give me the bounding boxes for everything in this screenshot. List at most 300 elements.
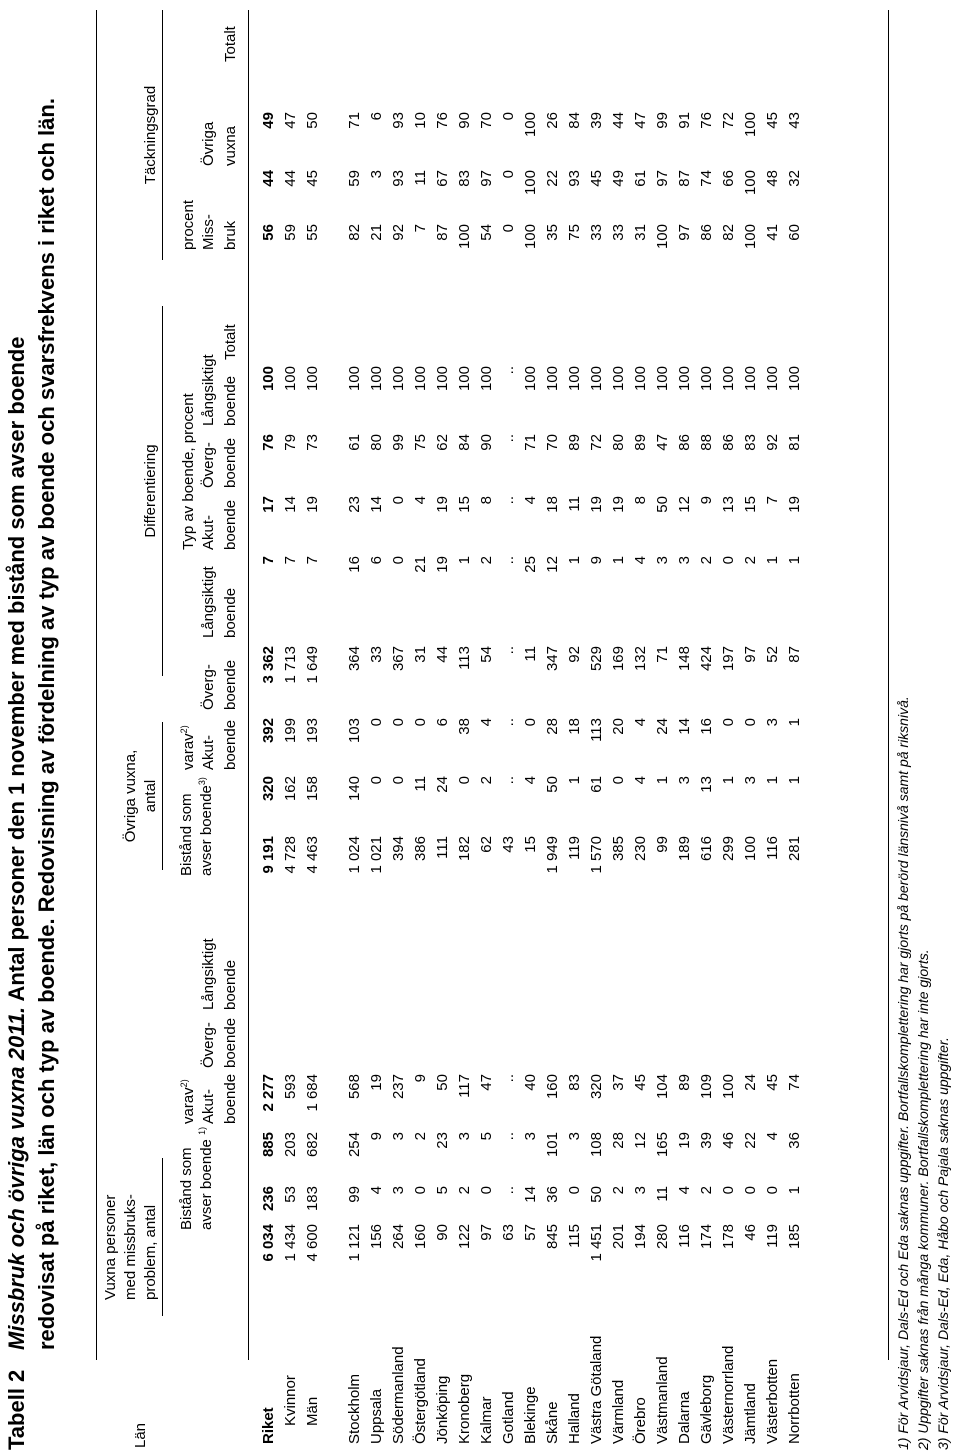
cell-akut-ovr: 1 [654, 776, 671, 785]
cell-tack-tot: 47 [632, 112, 649, 129]
cell-lang-pct: 90 [478, 434, 495, 451]
cell-akut-miss: 3 [390, 1186, 407, 1195]
cell-tack-tot: 76 [434, 112, 451, 129]
cell-overg-miss: 203 [282, 1132, 299, 1158]
cell-akut-miss: .. [500, 1186, 517, 1195]
cell-overg-ovr: 0 [742, 718, 759, 727]
cell-akut-ovr: 4 [632, 776, 649, 785]
totalt1-header: Totalt [222, 324, 239, 360]
cell-totalt-pct: 100 [260, 366, 277, 392]
group2-header-l1: Övriga vuxna, [122, 749, 139, 843]
cell-lang-ovr: 54 [478, 646, 495, 663]
cell-tack-miss: 7 [412, 224, 429, 233]
cell-tack-ovr: 22 [544, 170, 561, 187]
cell-overg-miss: 46 [720, 1132, 737, 1149]
overg2-header-l2: boende [222, 659, 239, 710]
cell-overg-ovr: 28 [544, 718, 561, 735]
cell-bistand-miss: 160 [412, 1224, 429, 1250]
bistand2-header-l1: Bistånd som [178, 793, 195, 876]
row-label: Norrbotten [786, 1373, 803, 1444]
cell-akut-ovr: 1 [720, 776, 737, 785]
cell-bistand-ovr: 281 [786, 836, 803, 862]
bistand1-header-l2: avser boende $^{1)}$ [197, 1126, 215, 1230]
cell-tack-miss: 54 [478, 224, 495, 241]
cell-tack-miss: 82 [346, 224, 363, 241]
cell-lang-pct: 72 [588, 434, 605, 451]
cell-bistand-miss: 4 600 [304, 1224, 321, 1262]
lang2-header-l2: boende [222, 587, 239, 638]
cell-overg-miss: 12 [632, 1132, 649, 1149]
cell-akut-pct: 0 [390, 556, 407, 565]
cell-tack-ovr: 3 [368, 170, 385, 179]
cell-lang-ovr: 347 [544, 646, 561, 672]
cell-tack-tot: 90 [456, 112, 473, 129]
cell-akut-ovr: 1 [566, 776, 583, 785]
cell-lang-miss: 160 [544, 1074, 561, 1100]
row-label: Kvinnor [282, 1375, 299, 1426]
cell-tack-miss: 0 [500, 224, 517, 233]
table-row [764, 0, 786, 1456]
cell-akut-ovr: 1 [786, 776, 803, 785]
cell-lang-pct: 83 [742, 434, 759, 451]
cell-totalt-pct: 100 [522, 366, 539, 392]
cell-bistand-miss: 264 [390, 1224, 407, 1250]
cell-tack-tot: 70 [478, 112, 495, 129]
cell-tack-ovr: 87 [676, 170, 693, 187]
cell-akut-pct: 1 [566, 556, 583, 565]
cell-tack-tot: 39 [588, 112, 605, 129]
table-row [786, 0, 808, 1456]
cell-akut-miss: 1 [786, 1186, 803, 1195]
cell-akut-ovr: 61 [588, 776, 605, 793]
cell-lang-miss: 320 [588, 1074, 605, 1100]
row-label: Blekinge [522, 1386, 539, 1444]
group4-underline [162, 10, 163, 260]
cell-akut-pct: 19 [434, 556, 451, 573]
row-label: Gävleborg [698, 1374, 715, 1444]
title-rest: Antal personer den 1 november med bistånd som avser boende [4, 336, 29, 1007]
cell-akut-ovr: .. [500, 776, 517, 785]
cell-akut-ovr: 320 [260, 776, 277, 802]
cell-akut-pct: 7 [304, 556, 321, 565]
cell-totalt-pct: 100 [742, 366, 759, 392]
row-label: Riket [260, 1407, 277, 1444]
table-row [456, 0, 478, 1456]
varav2-header: varav$^{2)}$ [179, 725, 197, 770]
cell-overg-miss: 4 [764, 1132, 781, 1141]
cell-bistand-miss: 845 [544, 1224, 561, 1250]
cell-akut-pct: 1 [786, 556, 803, 565]
cell-bistand-miss: 156 [368, 1224, 385, 1250]
cell-akut-miss: 0 [742, 1186, 759, 1195]
cell-lang-pct: 76 [260, 434, 277, 451]
cell-tack-tot: 43 [786, 112, 803, 129]
cell-lang-pct: 79 [282, 434, 299, 451]
cell-bistand-miss: 1 451 [588, 1224, 605, 1262]
cell-lang-miss: 593 [282, 1074, 299, 1100]
procent-header: procent [180, 199, 197, 250]
cell-akut-miss: 2 [698, 1186, 715, 1195]
cell-lang-pct: 61 [346, 434, 363, 451]
cell-akut-pct: 0 [720, 556, 737, 565]
lang3-header-l2: boende [222, 375, 239, 426]
cell-tack-ovr: 100 [742, 170, 759, 196]
cell-lang-ovr: 364 [346, 646, 363, 672]
cell-totalt-pct: 100 [282, 366, 299, 392]
cell-totalt-pct: 100 [786, 366, 803, 392]
cell-bistand-ovr: 4 463 [304, 836, 321, 874]
cell-overg-pct: .. [500, 496, 517, 505]
cell-overg-miss: 3 [390, 1132, 407, 1141]
cell-bistand-miss: 185 [786, 1224, 803, 1250]
cell-bistand-ovr: 385 [610, 836, 627, 862]
cell-lang-ovr: 113 [456, 646, 473, 670]
cell-lang-pct: 62 [434, 434, 451, 451]
cell-akut-pct: 9 [588, 556, 605, 565]
cell-bistand-miss: 1 434 [282, 1224, 299, 1262]
cell-overg-ovr: 113 [588, 718, 605, 742]
cell-lang-miss: .. [500, 1074, 517, 1083]
cell-bistand-ovr: 119 [566, 836, 583, 860]
cell-akut-miss: 2 [456, 1186, 473, 1195]
cell-tack-ovr: 0 [500, 170, 517, 179]
cell-tack-miss: 92 [390, 224, 407, 241]
cell-overg-pct: 8 [478, 496, 495, 505]
cell-akut-miss: 14 [522, 1186, 539, 1203]
table-row [304, 0, 326, 1456]
cell-overg-pct: 4 [522, 496, 539, 505]
table-row [368, 0, 390, 1456]
lang1-header-l2: boende [222, 959, 239, 1010]
table-row [742, 0, 764, 1456]
cell-overg-pct: 19 [610, 496, 627, 513]
cell-tack-miss: 33 [610, 224, 627, 241]
cell-overg-miss: 39 [698, 1132, 715, 1149]
cell-lang-miss: 9 [412, 1074, 429, 1083]
cell-totalt-pct: 100 [654, 366, 671, 392]
cell-bistand-ovr: 116 [764, 836, 781, 860]
cell-totalt-pct: 100 [456, 366, 473, 392]
cell-bistand-ovr: 1 024 [346, 836, 363, 874]
cell-lang-pct: 81 [786, 434, 803, 451]
cell-akut-miss: 3 [632, 1186, 649, 1195]
cell-overg-pct: 19 [588, 496, 605, 513]
cell-lang-pct: 86 [720, 434, 737, 451]
lang3-header: Långsiktigt [200, 354, 217, 426]
table-bottom-rule [888, 10, 889, 1360]
cell-bistand-miss: 97 [478, 1224, 495, 1241]
cell-bistand-ovr: 100 [742, 836, 759, 862]
cell-overg-miss: 101 [544, 1132, 561, 1158]
cell-bistand-miss: 116 [676, 1224, 693, 1248]
cell-akut-pct: 3 [654, 556, 671, 565]
ovr-header-l2: vuxna [222, 125, 239, 166]
table-row [544, 0, 566, 1456]
cell-lang-pct: 89 [632, 434, 649, 451]
cell-lang-pct: .. [500, 434, 517, 443]
cell-totalt-pct: 100 [676, 366, 693, 392]
cell-lang-pct: 47 [654, 434, 671, 451]
cell-lang-pct: 86 [676, 434, 693, 451]
cell-akut-pct: 2 [478, 556, 495, 565]
cell-tack-tot: 10 [412, 112, 429, 129]
cell-overg-pct: 15 [456, 496, 473, 513]
cell-lang-miss: 45 [632, 1074, 649, 1091]
cell-overg-ovr: 193 [304, 718, 321, 744]
cell-lang-ovr: 367 [390, 646, 407, 672]
cell-tack-ovr: 93 [566, 170, 583, 187]
cell-totalt-pct: 100 [610, 366, 627, 392]
cell-akut-miss: 183 [304, 1186, 321, 1212]
cell-tack-tot: 99 [654, 112, 671, 129]
cell-lang-ovr: 424 [698, 646, 715, 672]
table-row [478, 0, 500, 1456]
cell-totalt-pct: 100 [434, 366, 451, 392]
lang2-header: Långsiktigt [200, 566, 217, 638]
row-label: Västernorrland [720, 1345, 737, 1444]
cell-tack-tot: 93 [390, 112, 407, 129]
cell-tack-miss: 55 [304, 224, 321, 241]
cell-bistand-miss: 90 [434, 1224, 451, 1241]
cell-akut-miss: 5 [434, 1186, 451, 1195]
cell-akut-pct: 7 [260, 556, 277, 565]
cell-overg-pct: 19 [304, 496, 321, 513]
cell-bistand-miss: 194 [632, 1224, 649, 1250]
top-rule [96, 10, 97, 1360]
varav1-header: varav$^{2)}$ [179, 1079, 197, 1124]
cell-akut-ovr: 158 [304, 776, 321, 802]
cell-tack-miss: 21 [368, 224, 385, 241]
cell-lang-miss: 37 [610, 1074, 627, 1091]
cell-bistand-miss: 178 [720, 1224, 737, 1250]
cell-overg-pct: 19 [434, 496, 451, 513]
cell-lang-ovr: 132 [632, 646, 649, 672]
table-title-line2: redovisat på riket, län och typ av boende. Redovisning av fördelning av typ av boende och svarsfrekvens i riket och län. [34, 98, 59, 1350]
cell-lang-pct: 80 [368, 434, 385, 451]
cell-totalt-pct: 100 [566, 366, 583, 392]
cell-akut-ovr: 140 [346, 776, 363, 802]
cell-overg-ovr: 0 [390, 718, 407, 727]
cell-overg-pct: 9 [698, 496, 715, 505]
row-label: Uppsala [368, 1388, 385, 1444]
table-row [698, 0, 720, 1456]
cell-overg-pct: 14 [282, 496, 299, 513]
cell-tack-tot: 0 [500, 112, 517, 121]
bistand2-header-l2: avser boende$^{3)}$ [197, 777, 215, 876]
group3-header: Differentiering [142, 444, 159, 538]
cell-overg-miss: 23 [434, 1132, 451, 1149]
cell-tack-miss: 31 [632, 224, 649, 241]
cell-tack-miss: 75 [566, 224, 583, 241]
cell-tack-ovr: 93 [390, 170, 407, 187]
cell-lang-ovr: 1 649 [304, 646, 321, 684]
miss-header-l1: Miss- [200, 214, 217, 250]
cell-totalt-pct: 100 [720, 366, 737, 392]
cell-tack-miss: 33 [588, 224, 605, 241]
header-bottom-rule [248, 10, 249, 1360]
cell-lang-pct: 71 [522, 434, 539, 451]
cell-overg-miss: 3 [456, 1132, 473, 1141]
cell-lang-pct: 89 [566, 434, 583, 451]
cell-tack-ovr: 11 [412, 170, 429, 186]
cell-overg-pct: 4 [412, 496, 429, 505]
cell-tack-ovr: 44 [260, 170, 277, 187]
cell-overg-ovr: 38 [456, 718, 473, 735]
cell-tack-miss: 59 [282, 224, 299, 241]
cell-akut-ovr: 1 [764, 776, 781, 785]
cell-overg-ovr: 16 [698, 718, 715, 735]
cell-tack-ovr: 49 [610, 170, 627, 187]
cell-totalt-pct: 100 [588, 366, 605, 392]
group1-header-l2: med missbruks- [122, 1194, 139, 1300]
cell-bistand-miss: 119 [764, 1224, 781, 1248]
footnote-2: 2) Uppgifter saknas från många kommuner. Bortfallskomplettering har inte gjorts. [915, 949, 931, 1450]
cell-lang-ovr: 97 [742, 646, 759, 663]
cell-lang-pct: 92 [764, 434, 781, 451]
cell-bistand-ovr: 62 [478, 836, 495, 853]
cell-tack-tot: 71 [346, 112, 363, 129]
typ-header: Typ av boende, procent [180, 393, 197, 550]
group1-header-l3: problem, antal [142, 1204, 159, 1300]
cell-overg-pct: 17 [260, 496, 277, 513]
akut1-header: Akut- [200, 1088, 217, 1124]
cell-tack-ovr: 97 [654, 170, 671, 187]
cell-tack-tot: 50 [304, 112, 321, 129]
cell-lang-pct: 84 [456, 434, 473, 451]
cell-lang-ovr: 71 [654, 646, 671, 663]
cell-overg-miss: 36 [786, 1132, 803, 1149]
overg2-header: Överg- [200, 664, 217, 710]
cell-tack-tot: 45 [764, 112, 781, 129]
cell-lang-miss: 83 [566, 1074, 583, 1091]
row-label: Dalarna [676, 1391, 693, 1444]
cell-akut-miss: 4 [368, 1186, 385, 1195]
cell-lang-ovr: 3 362 [260, 646, 277, 684]
cell-totalt-pct: 100 [544, 366, 561, 392]
cell-lang-ovr: 11 [522, 646, 539, 662]
cell-akut-pct: 2 [698, 556, 715, 565]
cell-totalt-pct: 100 [304, 366, 321, 392]
row-label: Skåne [544, 1401, 561, 1444]
cell-lang-ovr: .. [500, 646, 517, 655]
cell-akut-ovr: 24 [434, 776, 451, 793]
cell-akut-ovr: 13 [698, 776, 715, 793]
ovr-header-l1: Övriga [200, 121, 217, 166]
cell-overg-ovr: 199 [282, 718, 299, 744]
table-row [720, 0, 742, 1456]
title-italic: Missbruk och övriga vuxna 2011. [4, 1006, 29, 1350]
cell-overg-ovr: 0 [720, 718, 737, 727]
cell-tack-miss: 60 [786, 224, 803, 241]
cell-tack-tot: 100 [742, 112, 759, 138]
cell-tack-tot: 26 [544, 112, 561, 129]
row-label: Gotland [500, 1391, 517, 1444]
cell-lang-ovr: 44 [434, 646, 451, 663]
row-label: Västerbotten [764, 1358, 781, 1444]
cell-akut-ovr: 0 [456, 776, 473, 785]
cell-overg-miss: 108 [588, 1132, 605, 1158]
table-row [654, 0, 676, 1456]
cell-bistand-miss: 174 [698, 1224, 715, 1250]
cell-lang-miss: 89 [676, 1074, 693, 1091]
cell-akut-pct: 25 [522, 556, 539, 573]
cell-akut-pct: 1 [764, 556, 781, 565]
cell-bistand-miss: 115 [566, 1224, 583, 1248]
cell-tack-tot: 49 [260, 112, 277, 129]
cell-tack-tot: 72 [720, 112, 737, 129]
cell-bistand-ovr: 99 [654, 836, 671, 853]
cell-akut-miss: 0 [412, 1186, 429, 1195]
cell-lang-pct: 99 [390, 434, 407, 451]
cell-akut-ovr: 3 [742, 776, 759, 785]
cell-tack-ovr: 100 [522, 170, 539, 196]
cell-lang-miss: 237 [390, 1074, 407, 1100]
cell-tack-miss: 100 [654, 224, 671, 250]
cell-akut-miss: 99 [346, 1186, 363, 1203]
table-row [412, 0, 434, 1456]
cell-akut-pct: 7 [282, 556, 299, 565]
akut1-header-l2: boende [222, 1073, 239, 1124]
cell-overg-miss: 2 [412, 1132, 429, 1141]
cell-bistand-ovr: 616 [698, 836, 715, 862]
cell-overg-ovr: 392 [260, 718, 277, 744]
footnote-3: 3) För Arvidsjaur, Dals-Ed, Eda, Håbo och Pajala saknas uppgifter. [935, 1037, 951, 1450]
cell-tack-ovr: 61 [632, 170, 649, 187]
cell-lang-pct: 70 [544, 434, 561, 451]
group1-underline [162, 1158, 163, 1316]
group1-header-l1: Vuxna personer [102, 1194, 119, 1300]
cell-tack-tot: 91 [676, 112, 693, 129]
cell-bistand-miss: 57 [522, 1224, 539, 1241]
cell-tack-tot: 76 [698, 112, 715, 129]
cell-tack-miss: 86 [698, 224, 715, 241]
overg3-header: Överg- [200, 442, 217, 488]
cell-lang-miss: 117 [456, 1074, 473, 1098]
overg3-header-l2: boende [222, 437, 239, 488]
cell-tack-miss: 100 [456, 224, 473, 250]
cell-overg-ovr: 18 [566, 718, 583, 735]
cell-akut-miss: 4 [676, 1186, 693, 1195]
cell-bistand-ovr: 9 191 [260, 836, 277, 874]
cell-overg-miss: 3 [522, 1132, 539, 1141]
cell-bistand-ovr: 230 [632, 836, 649, 862]
overg1-header: Överg- [200, 1022, 217, 1068]
cell-tack-miss: 35 [544, 224, 561, 241]
cell-bistand-miss: 6 034 [260, 1224, 277, 1262]
cell-tack-miss: 87 [434, 224, 451, 241]
table-title-line1 [4, 336, 30, 1350]
cell-akut-pct: 12 [544, 556, 561, 573]
cell-tack-ovr: 67 [434, 170, 451, 187]
cell-overg-ovr: 0 [368, 718, 385, 727]
cell-bistand-miss: 46 [742, 1224, 759, 1241]
cell-overg-ovr: 14 [676, 718, 693, 735]
cell-tack-ovr: 59 [346, 170, 363, 187]
cell-overg-miss: 5 [478, 1132, 495, 1141]
group4-header: Täckningsgrad [142, 85, 159, 185]
cell-bistand-miss: 280 [654, 1224, 671, 1250]
cell-bistand-ovr: 182 [456, 836, 473, 862]
cell-akut-pct: 2 [742, 556, 759, 565]
cell-akut-miss: 11 [654, 1186, 671, 1202]
cell-tack-ovr: 48 [764, 170, 781, 187]
cell-overg-ovr: 4 [478, 718, 495, 727]
table-label: Tabell 2 [4, 1369, 29, 1450]
cell-akut-ovr: 3 [676, 776, 693, 785]
cell-overg-pct: 12 [676, 496, 693, 513]
cell-overg-pct: 0 [390, 496, 407, 505]
akut3-header-l2: boende [222, 499, 239, 550]
